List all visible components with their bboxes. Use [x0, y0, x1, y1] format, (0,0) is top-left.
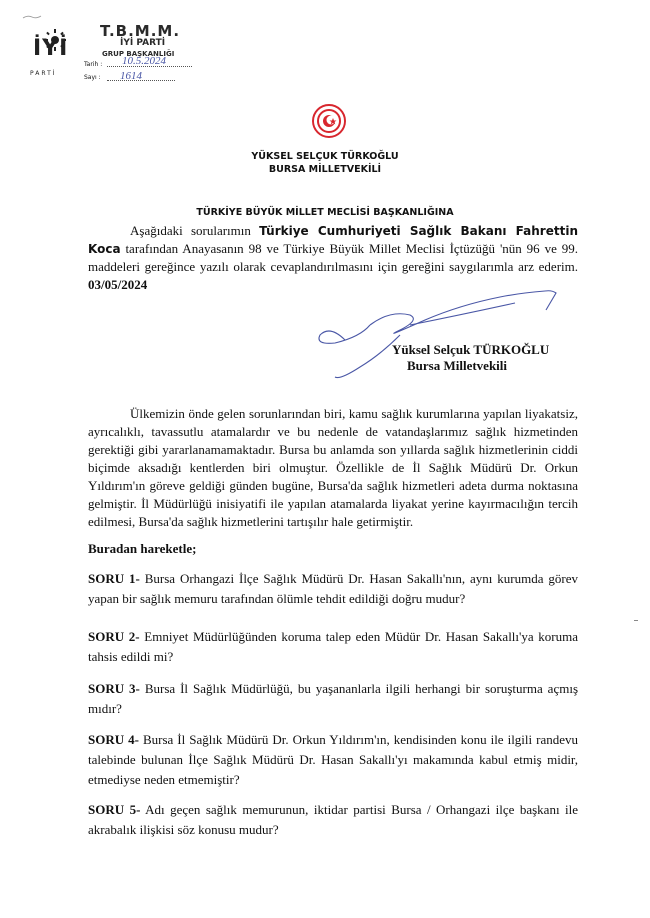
- lead-in: Buradan hareketle;: [88, 541, 197, 556]
- header-mp-title: BURSA MİLLETVEKİLİ: [268, 164, 382, 175]
- intro-text-rest: tarafından Anayasanın 98 ve Türkiye Büyük Millet Meclisi İçtüzüğü 'nün 96 ve 99. maddeleri gereğince yazılı olarak cevaplandırılmasını için gereğini saygılarımla arz ederim.: [88, 241, 578, 274]
- intro-minister: Türkiye Cumhuriyeti Sağlık Bakanı Fahrettin Koca: [88, 224, 578, 256]
- logo-subtext: PARTİ: [30, 70, 57, 77]
- logo-wordmark: İYİ: [33, 36, 69, 61]
- stamp-group: GRUP BAŞKANLIĞI: [102, 50, 175, 58]
- signature-name: Yüksel Selçuk TÜRKOĞLU: [392, 342, 550, 357]
- question-text: Bursa Orhangazi İlçe Sağlık Müdürü Dr. Hasan Sakallı'nın, aynı kurumda görev yapan bir sağlık memuru tarafından ölümle tehdit edildiği doğru mudur?: [88, 571, 578, 606]
- question-label: SORU 5-: [88, 802, 141, 817]
- question-text: Adı geçen sağlık memurunun, iktidar partisi Bursa / Orhangazi ilçe başkanı ile akrabalık ilişkisi söz konusu mudur?: [88, 802, 578, 837]
- question-text: Bursa İl Sağlık Müdürlüğü, bu yaşananlarla ilgili herhangi bir soruşturma açmış mıdır?: [88, 681, 578, 716]
- stamp-number-value: 1614: [120, 70, 142, 82]
- scan-edge-mark: [634, 620, 638, 621]
- question-1: [88, 569, 578, 609]
- question-label: SORU 3-: [88, 681, 140, 696]
- question-label: SORU 2-: [88, 629, 140, 644]
- question-text: Bursa İl Sağlık Müdürü Dr. Orkun Yıldırım'ın, kendisinden konu ile ilgili randevu talebinde bulunan İlçe Sağlık Müdürü Dr. Hasan Sakallı'yı makamında kabul etmiş midir, etmediyse neden etmemiştir?: [88, 732, 579, 787]
- question-5: [88, 800, 578, 840]
- question-4: [88, 730, 578, 790]
- tbmm-emblem-icon: [309, 103, 349, 139]
- question-label: SORU 4-: [88, 732, 139, 747]
- handwritten-signature: [260, 285, 580, 395]
- stamp-number-label: Sayı :: [84, 74, 101, 81]
- stamp-date-value: 10.5.2024: [122, 55, 166, 67]
- question-text: Emniyet Müdürlüğünden koruma talep eden Müdür Dr. Hasan Sakallı'ya koruma tahsis edildi mi?: [88, 629, 579, 664]
- corner-scribble: [22, 14, 42, 20]
- intro-paragraph: [88, 222, 578, 294]
- addressee-heading: TÜRKİYE BÜYÜK MİLLET MECLİSİ BAŞKANLIĞINA: [196, 207, 454, 218]
- question-3: [88, 679, 578, 719]
- stamp-date-label: Tarih :: [84, 61, 103, 68]
- stamp-org: T.B.M.M.: [100, 22, 181, 40]
- stamp-party: İYİ PARTİ: [120, 38, 166, 48]
- intro-text-start: Aşağıdaki sorularımın: [130, 223, 260, 238]
- question-label: SORU 1-: [88, 571, 140, 586]
- signature-title: Bursa Milletvekili: [407, 358, 508, 373]
- question-2: [88, 627, 578, 667]
- intro-date: 03/05/2024: [88, 277, 148, 292]
- header-mp-name: YÜKSEL SELÇUK TÜRKOĞLU: [251, 151, 399, 162]
- body-paragraph: Ülkemizin önde gelen sorunlarından biri, kamu sağlık kurumlarına yapılan liyakatsiz, ayrıcalıklı, tavassutlu atamalardır ve bu nedenle de vatandaşlarımız sağlık hizmetinden gerektiği gibi yararlanamamaktadır. Bursa bu anlamda son yıllarda sağlık hizmetlerinin ciddi biçimde aksadığı kentlerden biri olmuştur. Özellikle de İl Sağlık Müdürü Dr. Orkun Yıldırım'ın göreve geldiği günden bugüne, Bursa'da sağlık hizmetleri adeta durma noktasına gelmiştir. İl Müdürlüğü inisiyatifi ile yapılan atamalarda liyakat yerine kayırmacılığın tercih edilmesi, Bursa'da sağlık hizmetlerini tartışılır hale getirmiştir.: [88, 406, 578, 529]
